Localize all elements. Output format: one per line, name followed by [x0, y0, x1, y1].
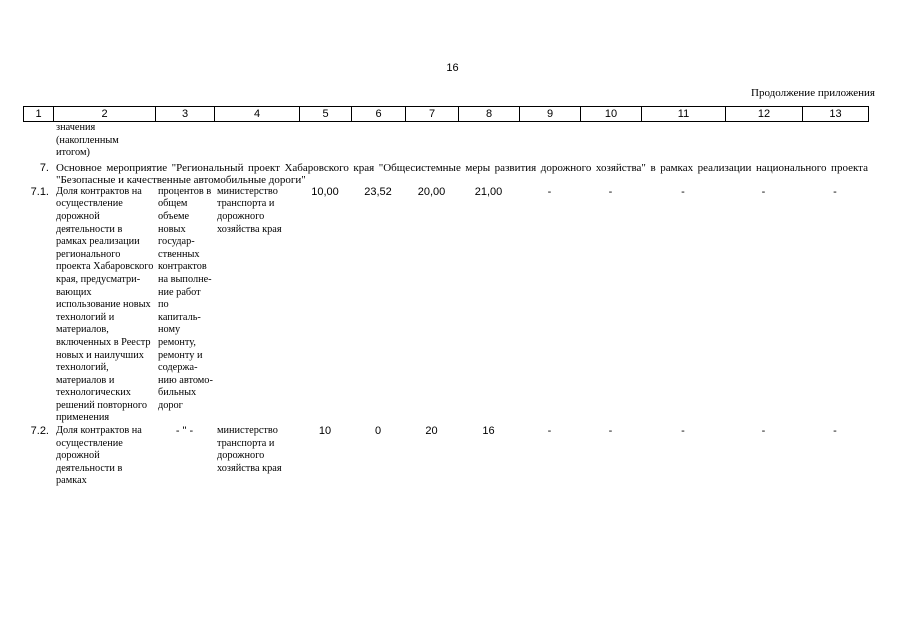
table-row — [23, 425, 868, 488]
responsible-executor: министерство транспорта и дорожного хозяйства края — [217, 425, 282, 474]
indicators-table — [23, 122, 868, 488]
value-col-7: 20 — [425, 425, 438, 438]
column-number: 6 — [352, 107, 406, 122]
value-col-11: - — [681, 185, 685, 198]
page-number: 16 — [446, 62, 459, 74]
value-col-5: 10,00 — [311, 185, 339, 198]
column-number: 1 — [24, 107, 54, 122]
column-number: 10 — [581, 107, 642, 122]
column-number: 8 — [459, 107, 520, 122]
value-col-8: 21,00 — [474, 185, 503, 198]
section-title: Основное мероприятие "Региональный проект Хабаровского края "Общесистемные меры развития дорожного хозяйства" в рамках реализации национального проекта "Безопасные и качественные автомобильные дороги" — [56, 161, 868, 186]
row-number: 7.1. — [30, 185, 49, 198]
value-col-12: - — [761, 185, 766, 198]
column-number: 9 — [520, 107, 581, 122]
column-number-header — [23, 106, 869, 122]
value-col-6: 23,52 — [364, 185, 392, 198]
section-number: 7. — [39, 161, 49, 174]
value-col-9: - — [547, 425, 552, 438]
column-number: 13 — [803, 107, 869, 122]
value-col-13: - — [833, 185, 837, 198]
value-col-13: - — [833, 425, 837, 438]
unit-of-measure: - " - — [175, 425, 194, 438]
continuation-caption: Продолжение приложения — [751, 87, 875, 99]
row-number: 7.2. — [30, 425, 49, 438]
column-number: 3 — [156, 107, 215, 122]
section-row — [23, 162, 868, 186]
column-number: 5 — [300, 107, 352, 122]
value-col-7: 20,00 — [417, 185, 446, 198]
table-row — [23, 186, 868, 425]
carryover-row — [23, 122, 868, 162]
value-col-5: 10 — [318, 425, 332, 438]
value-col-6: 0 — [374, 425, 382, 438]
carryover-text: значения (накопленным итогом) — [56, 122, 119, 159]
column-number: 4 — [215, 107, 300, 122]
column-number: 11 — [642, 107, 726, 122]
value-col-8: 16 — [482, 425, 495, 438]
column-number: 2 — [54, 107, 156, 122]
value-col-10: - — [608, 185, 613, 198]
value-col-12: - — [761, 425, 766, 438]
column-number: 7 — [406, 107, 459, 122]
responsible-executor: министерство транспорта и дорожного хозяйства края — [217, 185, 282, 235]
value-col-10: - — [608, 425, 613, 438]
value-col-11: - — [681, 425, 685, 438]
value-col-9: - — [547, 185, 552, 198]
indicator-name: Доля контрактов на осуществление дорожной деятельности в рамках — [56, 425, 142, 487]
unit-of-measure: процентов в общем объеме новых государ-ственных контрактов на выполне-ние работ по капиталь-ному ремонту, ремонту и содержа-нию автомо-бильных дорог — [158, 185, 213, 411]
column-number: 12 — [726, 107, 803, 122]
indicator-name: Доля контрактов на осуществление дорожной деятельности в рамках реализации регионального проекта Хабаровского края, предусматри-вающих использование новых технологий и материалов, включенных в Реестр новых и наилучших технологий, материалов и технологических решений повторного применения — [56, 185, 154, 424]
